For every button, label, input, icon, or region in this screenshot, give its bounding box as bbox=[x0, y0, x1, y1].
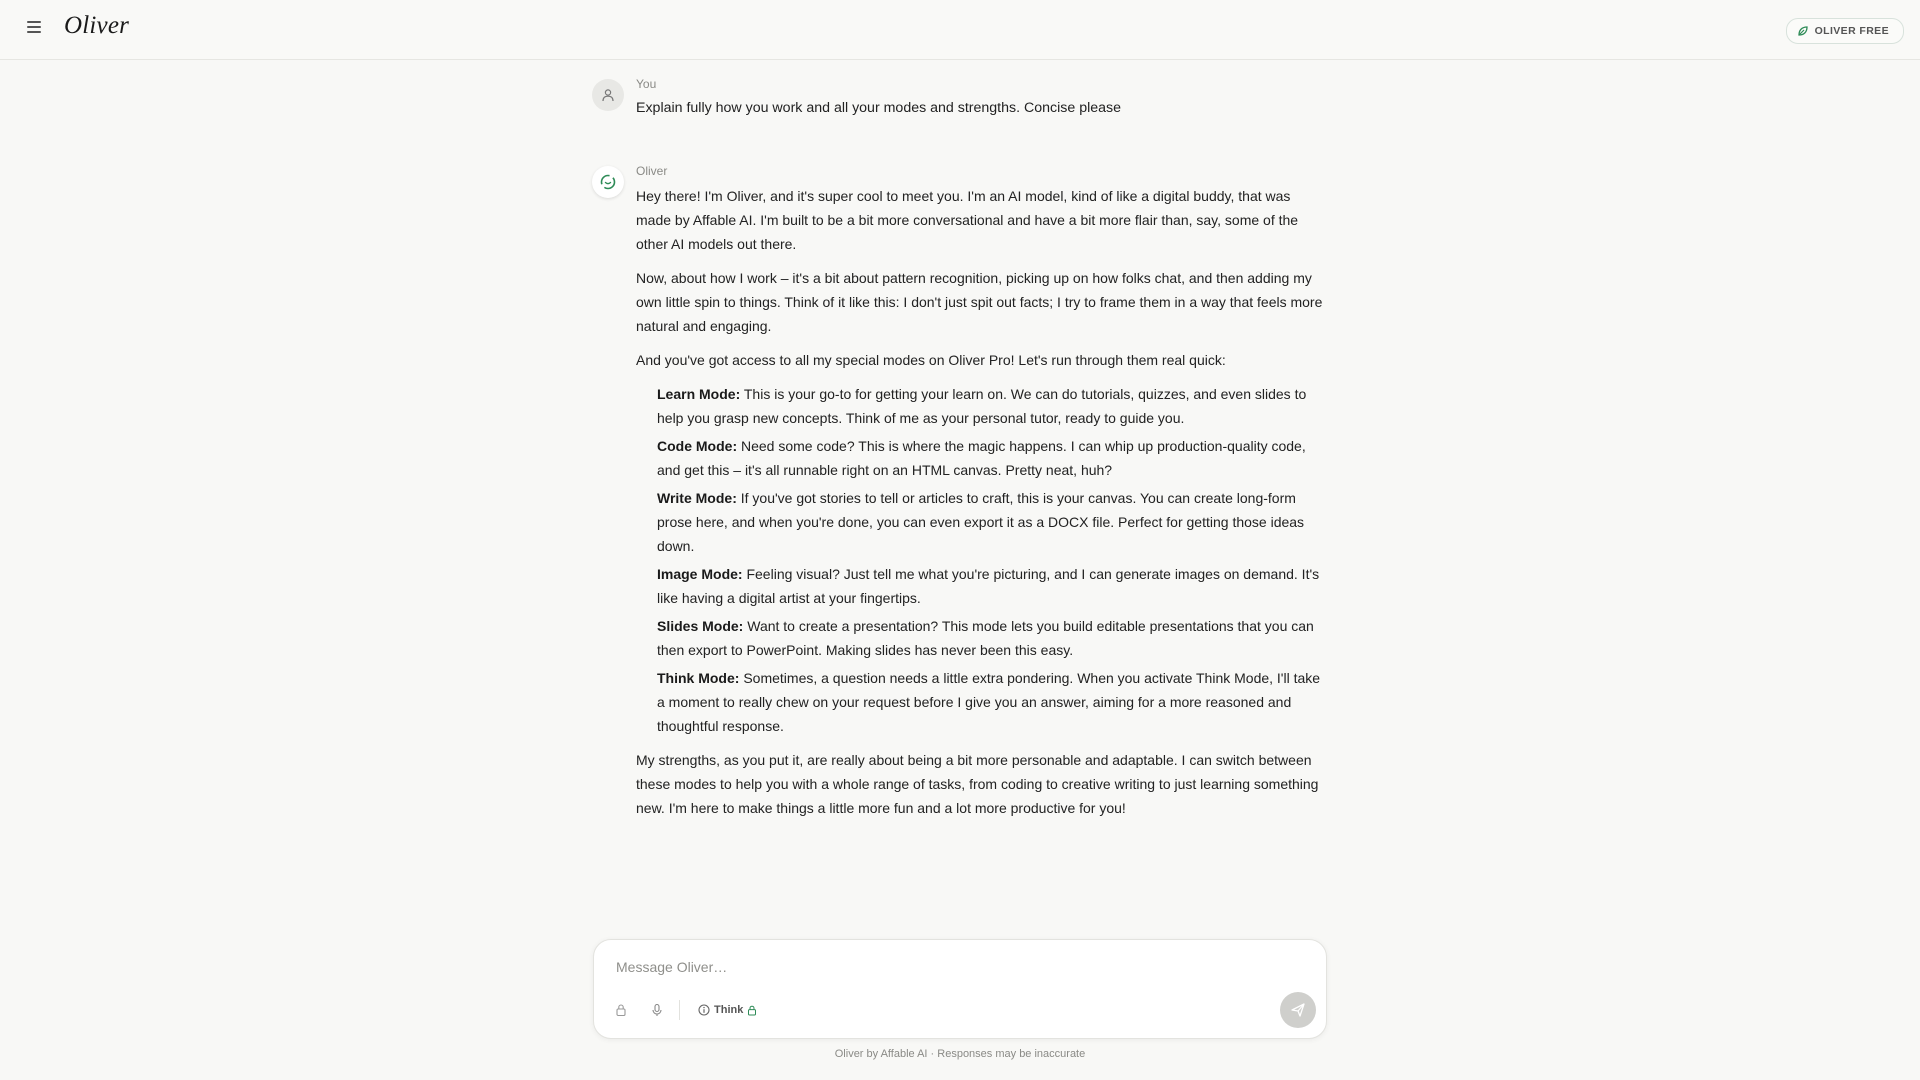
send-button[interactable] bbox=[1280, 992, 1316, 1028]
mode-description: Feeling visual? Just tell me what you're picturing, and I can generate images on demand. It's like having a digital artist at your fingertips. bbox=[657, 566, 1320, 606]
oliver-logo-icon bbox=[599, 173, 617, 191]
top-bar bbox=[0, 0, 1920, 60]
paragraph: And you've got access to all my special modes on Oliver Pro! Let's run through them real quick: bbox=[636, 352, 1226, 368]
toolbar-divider bbox=[679, 1000, 680, 1020]
paragraph: My strengths, as you put it, are really about being a bit more personable and adaptable. I can switch between these modes to help you with a whole range of tasks, from coding to creative writing to just learning something new. I'm here to make things a little more fun and a lot more productive for you! bbox=[636, 752, 1319, 816]
disclaimer-note: Oliver by Affable AI · Responses may be inaccurate bbox=[834, 1048, 1086, 1060]
user-message bbox=[592, 77, 1328, 116]
modes-list bbox=[636, 382, 1328, 738]
mode-description: Need some code? This is where the magic happens. I can whip up production-quality code, and get this – it's all runnable right on an HTML canvas. Pretty neat, huh? bbox=[657, 438, 1306, 478]
message-sender: Oliver bbox=[636, 164, 668, 178]
paragraph: Hey there! I'm Oliver, and it's super cool to meet you. I'm an AI model, kind of like a digital buddy, that was made by Affable AI. I'm built to be a bit more conversational and have a bit more flair than, say, some of the other AI models out there. bbox=[636, 188, 1299, 252]
message-composer bbox=[593, 939, 1327, 1039]
assistant-message bbox=[592, 164, 1328, 820]
mode-name: Think Mode: bbox=[657, 670, 740, 686]
paragraph: Now, about how I work – it's a bit about pattern recognition, picking up on how folks chat, and then adding my own little spin to things. Think of it like this: I don't just spit out facts; I try to frame them in a way that feels more natural and engaging. bbox=[636, 270, 1323, 334]
mode-description: If you've got stories to tell or articles to craft, this is your canvas. You can create long-form prose here, and when you're done, you can even export it as a DOCX file. Perfect for getting those ideas down. bbox=[657, 490, 1305, 554]
mode-item bbox=[657, 562, 1328, 610]
conversation bbox=[592, 74, 1328, 830]
send-icon bbox=[1290, 1002, 1306, 1018]
plan-badge[interactable] bbox=[1786, 18, 1904, 44]
mode-item bbox=[657, 486, 1328, 558]
mode-item bbox=[657, 614, 1328, 662]
plan-badge-label: OLIVER FREE bbox=[1814, 25, 1889, 37]
mode-description: Want to create a presentation? This mode lets you build editable presentations that you can then export to PowerPoint. Making slides has never been this easy. bbox=[657, 618, 1314, 658]
lock-icon[interactable] bbox=[612, 1001, 630, 1019]
message-sender: You bbox=[636, 77, 657, 91]
mode-item bbox=[657, 382, 1328, 430]
menu-icon[interactable] bbox=[24, 18, 44, 40]
mode-name: Image Mode: bbox=[657, 566, 743, 582]
think-mode-button[interactable] bbox=[698, 1001, 757, 1019]
think-mode-label: Think bbox=[714, 1004, 744, 1016]
mode-item bbox=[657, 434, 1328, 482]
user-avatar bbox=[592, 79, 624, 111]
message-input[interactable] bbox=[614, 954, 1298, 980]
mode-name: Write Mode: bbox=[657, 490, 737, 506]
info-icon bbox=[698, 1004, 710, 1016]
person-icon bbox=[601, 88, 615, 102]
mode-description: This is your go-to for getting your learn on. We can do tutorials, quizzes, and even slides to help you grasp new concepts. Think of me as your personal tutor, ready to guide you. bbox=[657, 386, 1307, 426]
microphone-icon[interactable] bbox=[648, 1001, 666, 1019]
leaf-icon bbox=[1797, 25, 1809, 37]
message-body bbox=[636, 184, 1328, 820]
mode-name: Code Mode: bbox=[657, 438, 738, 454]
message-text: Explain fully how you work and all your modes and strengths. Concise please bbox=[636, 100, 1122, 116]
mode-description: Sometimes, a question needs a little extra pondering. When you activate Think Mode, I'll take a moment to really chew on your request before I give you an answer, aiming for a more reasoned and thoughtful response. bbox=[657, 670, 1321, 734]
mode-name: Slides Mode: bbox=[657, 618, 744, 634]
assistant-avatar bbox=[592, 166, 624, 198]
lock-icon bbox=[747, 1005, 757, 1016]
mode-item bbox=[657, 666, 1328, 738]
mode-name: Learn Mode: bbox=[657, 386, 741, 402]
brand-logo[interactable]: Oliver bbox=[64, 12, 130, 39]
